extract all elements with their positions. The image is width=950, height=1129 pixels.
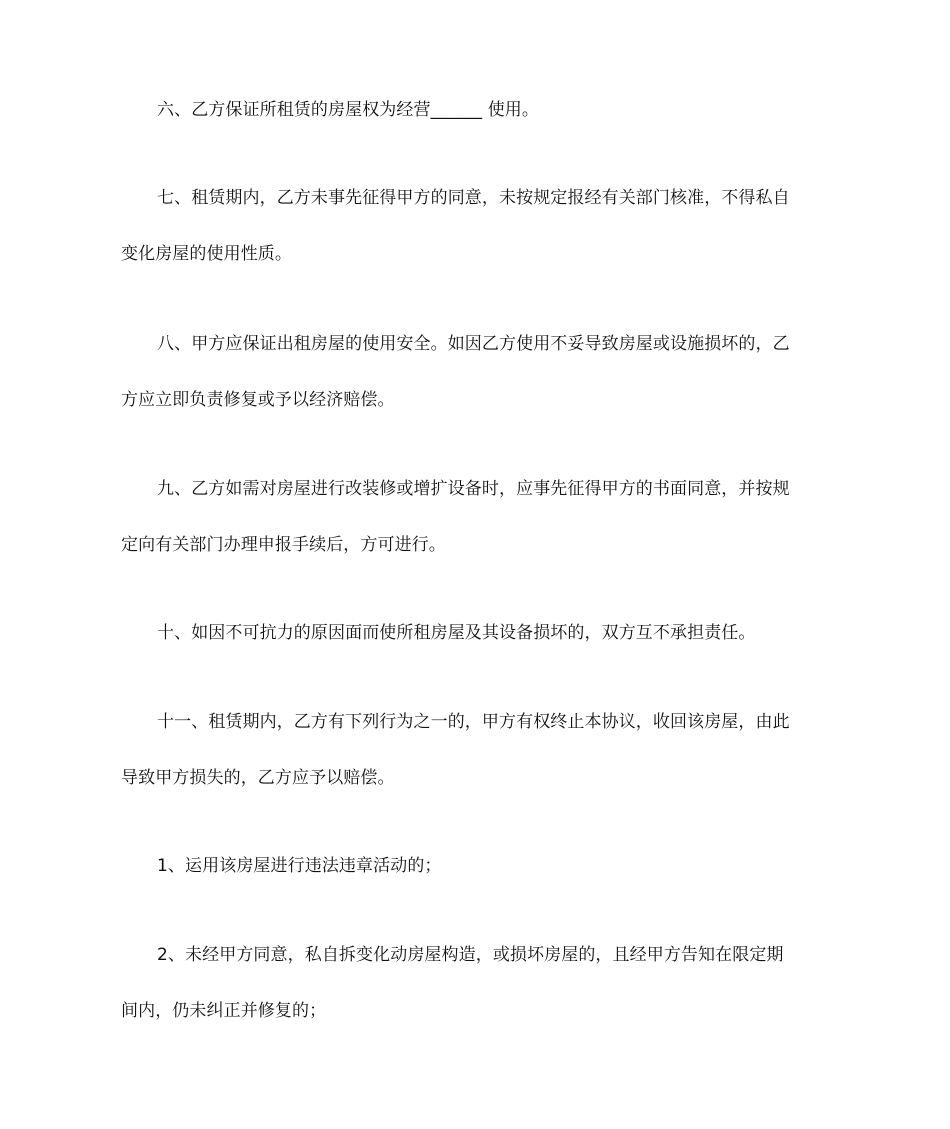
clause-9-line-1: 九、乙方如需对房屋进行改装修或增扩设备时，应事先征得甲方的书面同意，并按规 [157, 479, 790, 499]
clause-7-line-1: 七、租赁期内，乙方未事先征得甲方的同意，未按规定报经有关部门核准，不得私自 [157, 188, 790, 208]
clause-8-line-2: 方应立即负责修复或予以经济赔偿。 [121, 390, 395, 410]
clause-11-line-1: 十一、租赁期内，乙方有下列行为之一的，甲方有权终止本协议，收回该房屋，由此 [157, 712, 790, 732]
clause-6-line-1: 六、乙方保证所租赁的房屋权为经营______ 使用。 [157, 100, 540, 120]
item-2-line-2: 间内，仍未纠正并修复的； [121, 1001, 327, 1021]
item-1-line-1: 1、运用该房屋进行违法违章活动的； [157, 856, 442, 876]
item-2-line-1: 2、未经甲方同意，私自拆变化动房屋构造，或损坏房屋的，且经甲方告知在限定期 [157, 945, 784, 965]
clause-8-line-1: 八、甲方应保证出租房屋的使用安全。如因乙方使用不妥导致房屋或设施损坏的，乙 [157, 334, 790, 354]
clause-7-line-2: 变化房屋的使用性质。 [121, 244, 292, 264]
clause-9-line-2: 定向有关部门办理申报手续后，方可进行。 [121, 535, 446, 555]
clause-10-line-1: 十、如因不可抗力的原因面而使所租房屋及其设备损坏的，双方互不承担责任。 [157, 623, 756, 643]
clause-11-line-2: 导致甲方损失的，乙方应予以赔偿。 [121, 768, 395, 788]
